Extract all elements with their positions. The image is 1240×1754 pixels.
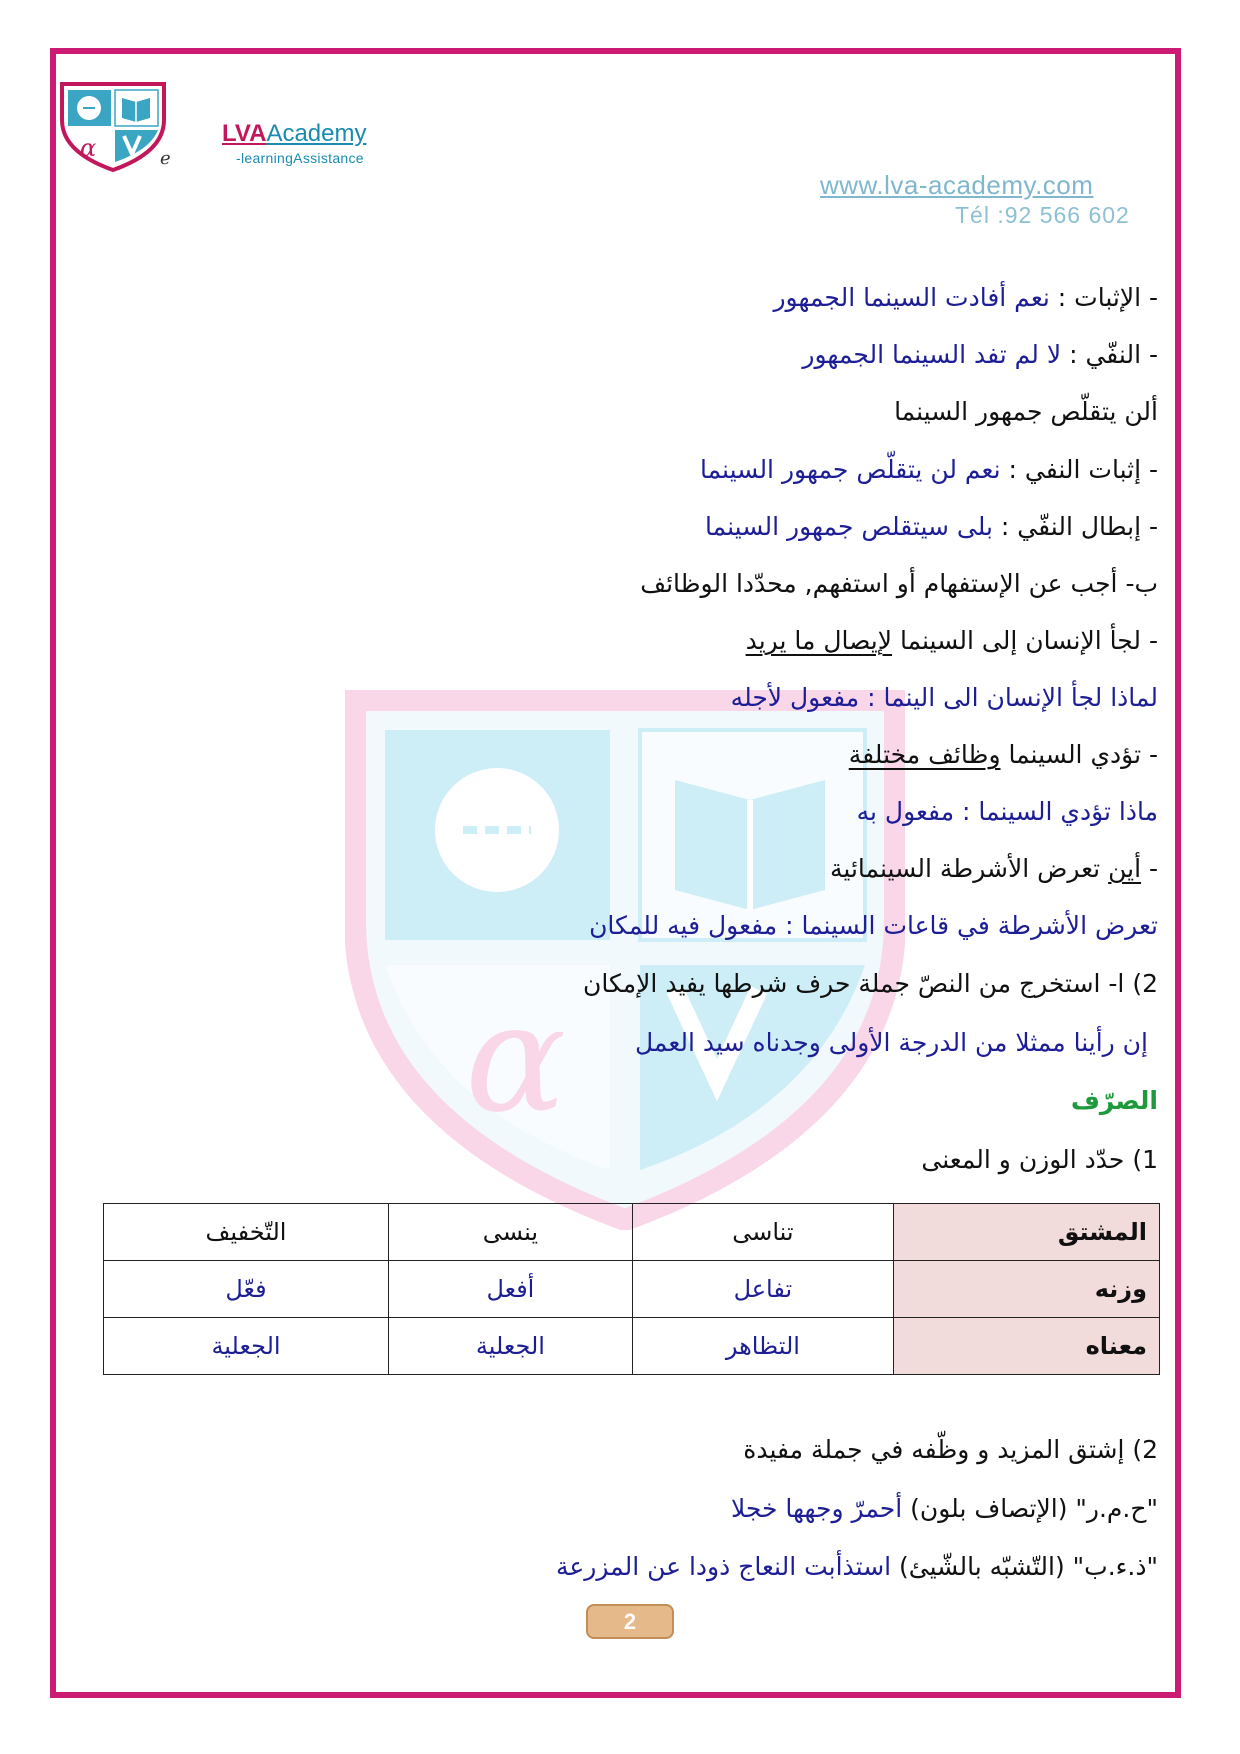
page-number: 2	[586, 1604, 674, 1639]
derivation-2-answer: استذأبت النعاج ذودا عن المزرعة	[555, 1552, 892, 1581]
instruction-b: ب- أجب عن الإستفهام أو استفهم, محدّدا الوظائف	[640, 569, 1158, 598]
sentence-3-post: تعرض الأشرطة السينمائية	[830, 854, 1109, 883]
table-cell: الجعلية	[104, 1318, 389, 1375]
website-link[interactable]: www.lva-academy.com	[820, 170, 1094, 200]
affirmation-label: - الإثبات :	[1049, 283, 1158, 312]
brand-name	[222, 120, 366, 148]
svg-text:α: α	[465, 972, 567, 1146]
brand-tagline: -learningAssistance	[236, 150, 364, 166]
sentence-1	[746, 626, 1158, 655]
negation-answer: لا لم تفد السينما الجمهور	[802, 340, 1062, 369]
question-morph-1: 1) حدّد الوزن و المعنى	[921, 1145, 1158, 1174]
sentence-1-underlined: لإيصال ما يريد	[745, 626, 892, 655]
sentence-3-pre: -	[1141, 854, 1158, 883]
negation-cancel-line	[705, 512, 1158, 541]
table-row	[104, 1261, 1160, 1318]
table-cell: أفعل	[389, 1261, 633, 1318]
negation-proof-answer: نعم لن يتقلّص جمهور السينما	[699, 455, 1001, 484]
table-cell: الجعلية	[389, 1318, 633, 1375]
table-cell: تناسى	[632, 1204, 893, 1261]
sentence-1-text: - لجأ الإنسان إلى السينما	[892, 626, 1158, 655]
table-cell: فعّل	[104, 1261, 389, 1318]
brand-lva: LVA	[222, 120, 267, 147]
derivation-2	[556, 1552, 1158, 1581]
affirmation-answer: نعم أفادت السينما الجمهور	[773, 283, 1050, 312]
derivation-2-label: "ذ.ء.ب" (التّشبّه بالشّيئ)	[891, 1552, 1158, 1581]
question-morph-2: 2) إشتق المزيد و وظّفه في جملة مفيدة	[743, 1435, 1158, 1464]
brand	[222, 120, 366, 166]
sentence-3	[830, 854, 1158, 883]
table-header-cell: معناه	[894, 1318, 1160, 1375]
phone-number: Tél :92 566 602	[955, 202, 1130, 228]
sentence-2	[849, 740, 1158, 769]
affirmation-line	[773, 283, 1158, 312]
table-row	[104, 1318, 1160, 1375]
negation-label: - النفّي :	[1061, 340, 1158, 369]
answer-1: لماذا لجأ الإنسان الى الينما : مفعول لأجله	[730, 683, 1158, 712]
brand-prefix: e	[160, 148, 171, 169]
negation-cancel-answer: بلى سيتقلص جمهور السينما	[705, 512, 993, 541]
derivation-1-answer: أحمرّ وجهها خجلا	[730, 1494, 903, 1523]
table-header-cell: وزنه	[894, 1261, 1160, 1318]
answer-2: ماذا تؤدي السينما : مفعول به	[856, 797, 1158, 826]
sentence-2-underlined: وظائف مختلفة	[848, 740, 1001, 769]
table-cell: التّخفيف	[104, 1204, 389, 1261]
answer-2a: إن رأينا ممثلا من الدرجة الأولى وجدناه سيد العمل	[634, 1028, 1148, 1057]
negation-proof-line	[700, 455, 1158, 484]
svg-text:α: α	[80, 134, 97, 162]
question-2a: 2) ا- استخرج من النصّ جملة حرف شرطها يفيد الإمكان	[583, 969, 1158, 998]
negation-proof-label: - إثبات النفي :	[1000, 455, 1158, 484]
brand-academy: Academy	[266, 120, 367, 147]
academy-logo-icon	[58, 80, 168, 172]
table-cell: ينسى	[389, 1204, 633, 1261]
table-cell: تفاعل	[632, 1261, 893, 1318]
negation-cancel-label: - إبطال النفّي :	[992, 512, 1158, 541]
sentence-2-text: - تؤدي السينما	[1000, 740, 1158, 769]
negation-line	[802, 340, 1158, 369]
watermark-shield-icon	[345, 690, 905, 1230]
derivation-1-label: "ح.م.ر" (الإتصاف بلون)	[902, 1494, 1158, 1523]
table-row	[104, 1204, 1160, 1261]
answer-3: تعرض الأشرطة في قاعات السينما : مفعول فيه للمكان	[589, 911, 1158, 940]
section-title: الصرّف	[1070, 1086, 1158, 1115]
morphology-table	[103, 1203, 1160, 1375]
table-header-cell: المشتق	[894, 1204, 1160, 1261]
derivation-1	[731, 1494, 1158, 1523]
sentence-3-underlined: أين	[1108, 854, 1142, 883]
table-cell: التظاهر	[632, 1318, 893, 1375]
question-line: ألن يتقلّص جمهور السينما	[894, 397, 1158, 426]
